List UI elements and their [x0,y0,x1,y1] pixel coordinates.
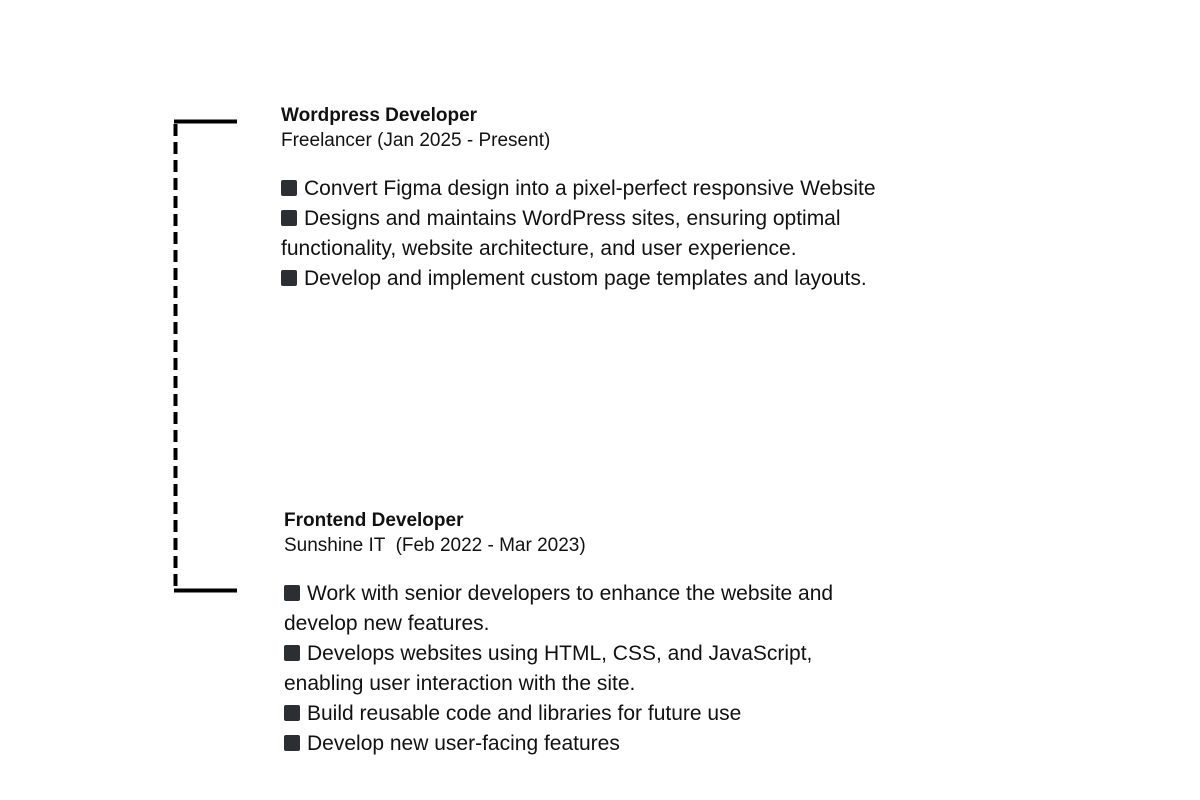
square-bullet-icon [281,210,297,226]
duty-text: Develop new user-facing features [307,732,620,755]
square-bullet-icon [284,705,300,721]
duty-item [284,729,884,759]
duty-item [284,579,884,639]
timeline-bracket [0,0,260,800]
square-bullet-icon [284,585,300,601]
square-bullet-icon [284,735,300,751]
duty-item [281,204,881,264]
duty-item [281,174,881,204]
duty-text: Build reusable code and libraries for future use [307,702,742,725]
duty-text: Develop and implement custom page templates and layouts. [304,267,867,290]
job-title: Frontend Developer [284,510,464,531]
duty-item [281,264,881,294]
job-entry [284,509,924,759]
duty-text: Develops websites using HTML, CSS, and JavaScript, enabling user interaction with the site. [284,642,813,695]
duty-text: Work with senior developers to enhance the website and develop new features. [284,582,834,635]
duty-text: Convert Figma design into a pixel-perfect responsive Website [304,177,876,200]
job-company-period: Sunshine IT (Feb 2022 - Mar 2023) [284,535,586,556]
job-title: Wordpress Developer [281,105,478,126]
job-company-period: Freelancer (Jan 2025 - Present) [281,130,551,151]
duty-text: Designs and maintains WordPress sites, ensuring optimal functionality, website architecture, and user experience. [281,207,841,260]
square-bullet-icon [284,645,300,661]
duty-item [284,699,884,729]
duty-list [281,174,881,294]
job-entry [281,104,921,294]
square-bullet-icon [281,180,297,196]
duty-list [284,579,884,759]
square-bullet-icon [281,270,297,286]
duty-item [284,639,884,699]
